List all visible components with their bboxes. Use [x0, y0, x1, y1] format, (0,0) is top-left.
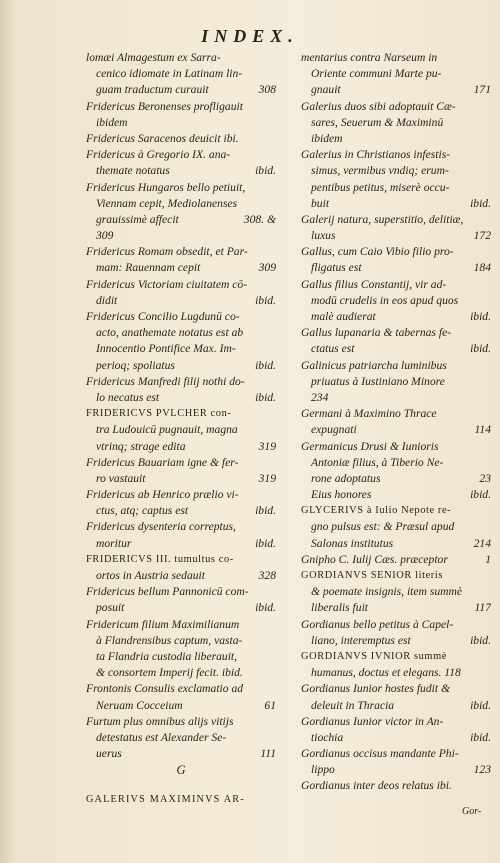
page-reference: ibid.: [470, 196, 491, 210]
index-entry-text: Gordianus bello petitus à Capel-: [301, 617, 454, 631]
index-entry-text: Galinicus patriarcha luminibus: [301, 358, 447, 372]
index-line: [301, 714, 491, 730]
page-reference: [487, 439, 491, 455]
page-reference: [272, 374, 276, 390]
index-line: [86, 163, 276, 179]
page-reference: [272, 228, 276, 244]
page-reference: 214: [473, 536, 491, 550]
index-entry-text: FRIDERICVS PVLCHER con-: [86, 408, 232, 420]
page-reference: [487, 147, 491, 163]
page-reference: 117: [474, 601, 491, 615]
page-reference: [487, 163, 491, 179]
page-reference: ibid.: [255, 504, 276, 518]
index-entry-text: Gallus lupanaria & tabernas fe-: [301, 326, 452, 340]
index-line: [86, 455, 276, 471]
page-reference: ibid.: [470, 488, 491, 502]
index-line: [86, 730, 276, 746]
page-reference: [272, 50, 276, 66]
index-line: [86, 536, 276, 552]
page-reference: 123: [473, 763, 491, 777]
index-line: [86, 196, 276, 212]
index-entry-text: Germanicus Drusi & Iunioris: [301, 439, 439, 453]
index-entry-text: uerus: [96, 747, 122, 761]
page-reference: [487, 714, 491, 730]
page-reference: 1: [485, 552, 491, 566]
index-line: [86, 568, 276, 584]
index-line: [301, 422, 491, 438]
index-entry-text: Galerij natura, superstitio, delitiæ,: [301, 212, 464, 226]
index-line: [301, 536, 491, 552]
index-line: [301, 552, 491, 568]
page-reference: ibid.: [255, 293, 276, 307]
index-entry-text: rone adoptatus: [311, 471, 381, 485]
page-reference: [487, 455, 491, 471]
index-line: [86, 66, 276, 82]
index-entry-text: GORDIANVS IVNIOR summè: [301, 650, 447, 662]
index-line: [301, 617, 491, 633]
index-entry-text: Fridericus dysenteria correptus,: [86, 520, 236, 534]
index-entry-text: lomæi Almagestum ex Sarra-: [86, 51, 221, 64]
index-line: [301, 406, 491, 422]
index-line: [86, 358, 276, 374]
page-reference: [487, 374, 491, 390]
index-entry-text: 234: [311, 390, 329, 404]
index-entry-text: expugnati: [311, 423, 357, 437]
index-line: [301, 584, 491, 600]
index-entry-text: Galerius duos sibi adoptauit Cæ-: [301, 99, 456, 113]
index-line: [86, 633, 276, 649]
index-entry-text: priuatus à Iustiniano Minore: [311, 374, 445, 388]
index-entry-text: Gordianus Iunior hostes fudit &: [301, 682, 451, 696]
index-entry-text: Fridericus ab Henrico prælio vi-: [86, 488, 239, 502]
index-line: [301, 487, 491, 503]
index-line: [301, 50, 491, 66]
page-reference: [272, 406, 276, 422]
index-entry-text: deleuit in Thracia: [311, 698, 395, 712]
page-reference: [487, 406, 491, 422]
page-reference: [487, 131, 491, 147]
index-line: [86, 471, 276, 487]
index-entry-text: didit: [96, 293, 118, 307]
index-entry-text: GLYCERIVS à Iulio Nepote re-: [301, 505, 452, 517]
index-line: [301, 66, 491, 82]
index-entry-text: mam: Rauennam cepit: [96, 261, 201, 275]
index-entry-text: Fridericus Beronenses profligauit: [86, 99, 243, 113]
index-line: [86, 422, 276, 438]
index-line: [86, 325, 276, 341]
page-reference: [272, 487, 276, 503]
index-line: [86, 439, 276, 455]
index-line: [301, 649, 491, 665]
index-line: [301, 600, 491, 616]
index-entry-text: ro vastauit: [96, 471, 146, 485]
index-entry-text: Gnipho C. Iulij Cæs. præceptor: [301, 552, 448, 566]
index-entry-text: Fridericum filium Maximilianum: [86, 617, 240, 631]
page-reference: [487, 746, 491, 762]
page-reference: 308: [258, 83, 276, 97]
index-entry-text: ibidem: [311, 131, 343, 145]
page-reference: [272, 325, 276, 341]
page-reference: ibid.: [255, 536, 276, 550]
index-line: [301, 471, 491, 487]
page-reference: 184: [473, 261, 491, 275]
index-entry-text: acto, anathemate notatus est ab: [96, 326, 244, 340]
index-line: [86, 228, 276, 244]
index-column-right: [301, 50, 491, 795]
page-reference: [487, 50, 491, 66]
index-line: [86, 293, 276, 309]
index-entry-text: Neruam Cocceium: [96, 698, 183, 712]
page-reference: [487, 503, 491, 519]
index-line: [86, 584, 276, 600]
page-reference: [272, 519, 276, 535]
index-entry-text: 309: [96, 229, 114, 243]
index-entry-text: vtrinq; strage edita: [96, 439, 186, 453]
page-reference: [272, 681, 276, 697]
index-entry-text: Gordianus inter deos relatus ibi.: [301, 779, 452, 793]
page-reference: [487, 212, 491, 228]
index-line: [86, 649, 276, 665]
index-line: [301, 358, 491, 374]
index-entry-text: Gordianus occisus mandante Phi-: [301, 747, 459, 761]
index-line: [301, 390, 491, 406]
index-line: [86, 244, 276, 260]
page-reference: [272, 309, 276, 325]
index-line: [301, 212, 491, 228]
index-line: [86, 277, 276, 293]
index-line: [86, 147, 276, 163]
index-line: [301, 665, 491, 681]
index-entry-text: Salonas institutus: [311, 536, 394, 550]
index-entry-text: grauissimè affecit: [96, 212, 179, 226]
page-reference: [487, 66, 491, 82]
page-reference: 111: [260, 747, 276, 761]
index-column-left: [86, 50, 276, 778]
index-line: [301, 99, 491, 115]
index-line: [86, 665, 276, 681]
index-entry-text: Oriente communi Marte pu-: [311, 67, 442, 81]
index-entry-text: Eius honores: [311, 488, 372, 502]
index-entry-text: liberalis fuit: [311, 601, 369, 615]
page-reference: [487, 293, 491, 309]
index-line: [86, 487, 276, 503]
index-line: [86, 115, 276, 131]
index-entry-text: ctus, atq; captus est: [96, 504, 189, 518]
index-entry-text: posuit: [96, 601, 125, 615]
index-line: [86, 714, 276, 730]
page-reference: ibid.: [255, 358, 276, 372]
index-line: [301, 325, 491, 341]
index-entry-text: Frontonis Consulis exclamatio ad: [86, 682, 244, 696]
index-entry-text: malè audierat: [311, 310, 376, 323]
page-reference: ibid.: [470, 698, 491, 712]
index-entry-text: themate notatus: [96, 164, 170, 178]
index-entry-text: Gallus filius Constantij, vir ad-: [301, 277, 447, 291]
page-reference: [487, 649, 491, 665]
index-line: [301, 681, 491, 697]
index-entry-text: Innocentio Pontifice Max. Im-: [96, 342, 236, 356]
page-reference: [487, 665, 491, 681]
index-entry-text: gnauit: [311, 83, 341, 97]
index-entry-text: perioq; spoliatus: [96, 358, 175, 372]
page-reference: ibid.: [470, 342, 491, 356]
index-entry-text: GORDIANVS SENIOR literis: [301, 570, 443, 581]
catchword: Gor-: [462, 806, 482, 817]
page-reference: [487, 99, 491, 115]
page-reference: [487, 617, 491, 633]
index-line: [301, 244, 491, 260]
index-entry-text: Fridericus Victoriam ciuitatem cō-: [86, 277, 248, 291]
index-entry-text: pentibus petitus, miserè occu-: [311, 180, 450, 194]
index-line: [301, 746, 491, 762]
index-entry-text: sares, Seuerum & Maximinū: [311, 115, 444, 129]
page-reference: [272, 665, 276, 681]
page-reference: [272, 147, 276, 163]
index-entry-text: Fridericus Bauariam igne & fer-: [86, 455, 239, 469]
page-reference: [487, 180, 491, 196]
index-entry-text: Viennam cepit, Mediolanenses: [96, 196, 238, 210]
page-reference: 23: [479, 471, 491, 485]
index-line: [86, 82, 276, 98]
page-reference: [487, 277, 491, 293]
index-entry-text: à Flandrensibus captum, vasta-: [96, 633, 243, 647]
index-entry-text: lo necatus est: [96, 390, 160, 404]
index-line: [301, 778, 491, 794]
page-reference: [487, 584, 491, 600]
index-line: [301, 730, 491, 746]
index-entry-text: buit: [311, 196, 330, 210]
page-reference: [487, 244, 491, 260]
page-reference: [272, 99, 276, 115]
page-reference: ibid.: [470, 310, 491, 323]
index-line: [301, 293, 491, 309]
page-reference: [487, 390, 491, 406]
index-entry-text: Fridericus bellum Pannonicū com-: [86, 585, 249, 599]
index-entry-text: lippo: [311, 763, 335, 777]
index-entry-text: Gallus, cum Caio Vibio filio pro-: [301, 245, 454, 259]
index-line: [301, 115, 491, 131]
last-entry-start: GALERIVS MAXIMINVS AR-: [86, 794, 245, 805]
page-reference: ibid.: [470, 730, 491, 744]
index-entry-text: guam traductum curauit: [96, 83, 209, 97]
index-entry-text: Fridericus Saracenos deuicit ibi.: [86, 131, 239, 145]
index-line: [86, 681, 276, 697]
page-reference: 319: [258, 471, 276, 485]
index-line: [301, 519, 491, 535]
index-entry-text: Fridericus à Gregorio IX. ana-: [86, 148, 231, 162]
index-line: [301, 180, 491, 196]
index-line: [301, 309, 491, 325]
page-reference: [272, 584, 276, 600]
page-reference: [272, 730, 276, 746]
index-entry-text: ta Flandria custodia liberauit,: [96, 649, 238, 663]
index-line: [301, 455, 491, 471]
page-reference: [272, 633, 276, 649]
index-entry-text: tra Ludouicū pugnauit, magna: [96, 423, 238, 437]
index-entry-text: Fridericus Concilio Lugdunū co-: [86, 310, 240, 323]
page-reference: 308. &: [243, 212, 276, 226]
page-reference: ibid.: [255, 601, 276, 615]
page-reference: [272, 196, 276, 212]
index-line: [301, 163, 491, 179]
index-entry-text: Gordianus Iunior victor in An-: [301, 714, 444, 728]
index-entry-text: liano, interemptus est: [311, 633, 411, 647]
index-entry-text: tiochia: [311, 730, 344, 744]
index-entry-text: ctatus est: [311, 342, 355, 356]
page-reference: [487, 681, 491, 697]
page-reference: [487, 325, 491, 341]
page-reference: 172: [473, 229, 491, 243]
page-reference: [487, 778, 491, 794]
page-reference: [272, 552, 276, 568]
index-entry-text: simus, vermibus vndiq; erum-: [311, 164, 449, 178]
page-reference: 309: [258, 261, 276, 275]
index-entry-text: gno pulsus est: & Præsul apud: [311, 520, 455, 534]
page-reference: 61: [264, 698, 276, 712]
index-line: [86, 617, 276, 633]
page-reference: 171: [473, 83, 491, 97]
index-entry-text: moritur: [96, 536, 132, 550]
index-line: [86, 519, 276, 535]
index-line: [301, 503, 491, 519]
page-reference: [272, 341, 276, 357]
page-reference: [272, 180, 276, 196]
index-entry-text: humanus, doctus et elegans. 118: [311, 666, 461, 680]
index-entry-text: luxus: [311, 229, 336, 243]
index-line: [86, 99, 276, 115]
page-reference: ibid.: [255, 164, 276, 178]
index-line: [86, 746, 276, 762]
index-line: [301, 633, 491, 649]
index-line: [86, 600, 276, 616]
index-line: [86, 552, 276, 568]
page-reference: [487, 519, 491, 535]
index-entry-text: Fridericus Hungaros bello petiuit,: [86, 180, 246, 194]
page-reference: [272, 714, 276, 730]
index-entry-text: ortos in Austria sedauit: [96, 569, 205, 582]
page-reference: [487, 358, 491, 374]
page-reference: ibid.: [470, 633, 491, 647]
index-entry-text: Galerius in Christianos infestis-: [301, 148, 451, 162]
page-reference: ibid.: [255, 390, 276, 404]
index-line: [301, 82, 491, 98]
page-reference: [487, 568, 491, 584]
page-reference: [272, 617, 276, 633]
index-line: [86, 309, 276, 325]
index-entry-text: & poemate insignis, item summè: [311, 585, 463, 599]
index-entry-text: detestatus est Alexander Se-: [96, 730, 227, 744]
page-reference: [487, 115, 491, 131]
index-entry-text: ibidem: [96, 115, 128, 129]
index-line: [301, 196, 491, 212]
index-line: [86, 50, 276, 66]
index-entry-text: modū crudelis in eos apud quos: [311, 293, 459, 307]
index-line: [301, 341, 491, 357]
index-line: [86, 131, 276, 147]
index-entry-text: FRIDERICVS III. tumultus co-: [86, 553, 234, 565]
index-line: [301, 439, 491, 455]
page-reference: 114: [474, 423, 491, 437]
index-line: [86, 503, 276, 519]
page-reference: [272, 455, 276, 471]
index-line: [86, 212, 276, 228]
page-reference: [272, 115, 276, 131]
page-reference: [272, 66, 276, 82]
index-entry-text: Furtum plus omnibus alijs vitijs: [86, 714, 234, 728]
index-line: [86, 374, 276, 390]
index-line: [301, 260, 491, 276]
page-reference: 328: [258, 569, 276, 582]
page-reference: 319: [258, 439, 276, 453]
index-line: [86, 406, 276, 422]
index-entry-text: Fridericus Manfredi filij nothi do-: [86, 374, 245, 388]
index-entry-text: mentarius contra Narseum in: [301, 51, 438, 64]
page-reference: [272, 422, 276, 438]
index-entry-text: cenico idiomate in Latinam lin-: [96, 67, 243, 81]
page-reference: [272, 244, 276, 260]
index-line: [86, 698, 276, 714]
index-line: [301, 131, 491, 147]
index-entry-text: Germani à Maximino Thrace: [301, 407, 437, 421]
page-header: INDEX.: [201, 26, 299, 46]
index-line: [301, 277, 491, 293]
index-entry-text: Fridericus Romam obsedit, et Par-: [86, 245, 248, 259]
index-entry-text: fligatus est: [311, 261, 362, 275]
index-line: [301, 374, 491, 390]
index-line: [301, 147, 491, 163]
page-reference: [272, 277, 276, 293]
index-entry-text: Antoniæ filius, à Tiberio Ne-: [311, 455, 444, 469]
index-line: [86, 260, 276, 276]
index-line: [86, 390, 276, 406]
index-line: [301, 568, 491, 584]
index-entry-text: & consortem Imperij fecit. ibid.: [96, 666, 243, 680]
page-reference: [272, 649, 276, 665]
index-line: [301, 762, 491, 778]
index-line: [301, 698, 491, 714]
section-letter: G: [176, 763, 186, 778]
index-line: [86, 180, 276, 196]
page-reference: [272, 131, 276, 147]
index-line: [301, 228, 491, 244]
index-line: [86, 341, 276, 357]
